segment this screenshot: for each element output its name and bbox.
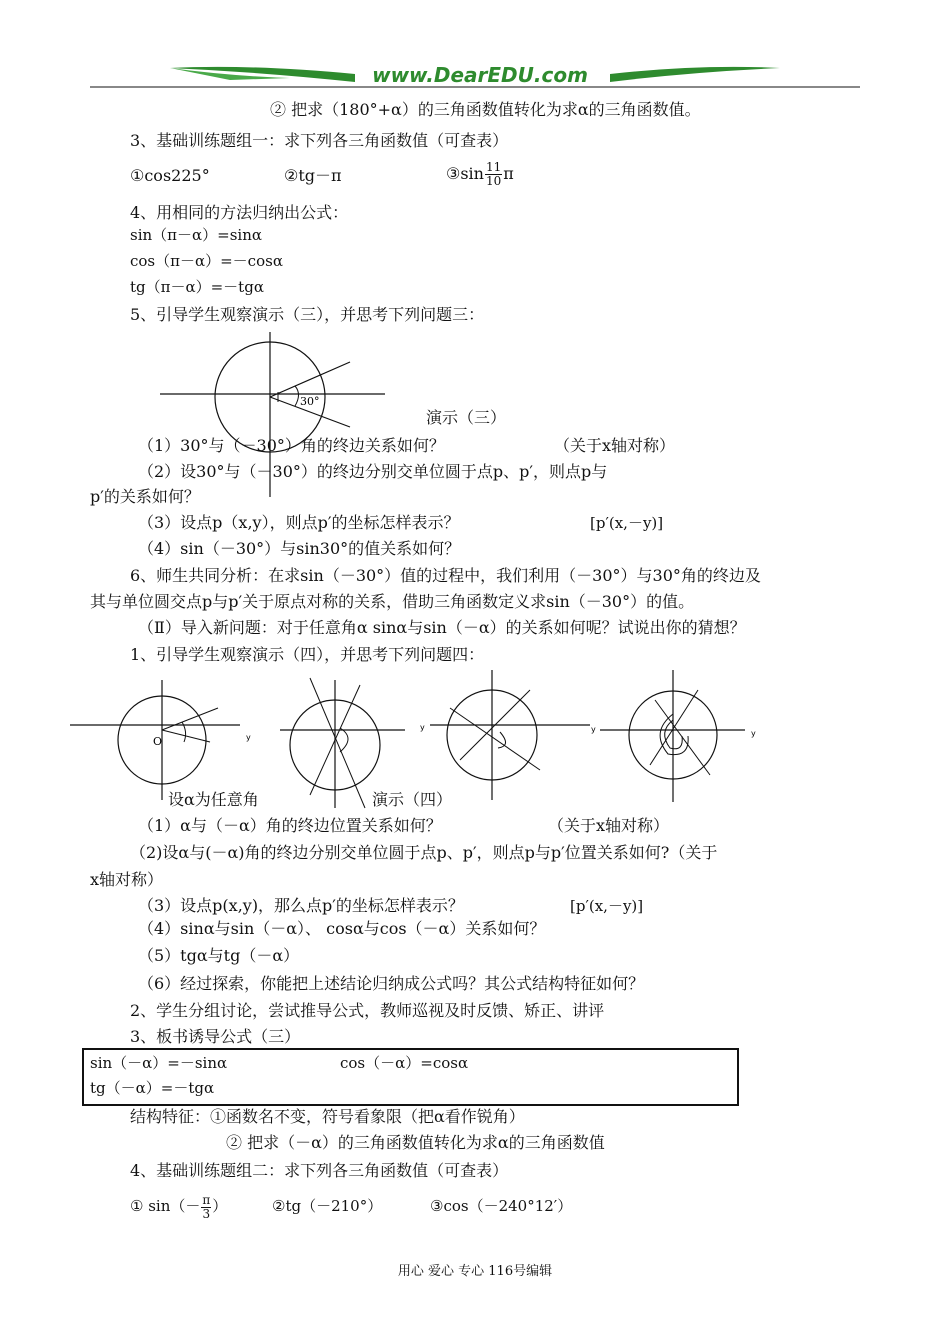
formula-line: tg（π－α）=－tgα xyxy=(130,278,264,296)
exercise-prefix: ③sin xyxy=(446,164,484,183)
axis-label: y xyxy=(591,725,596,734)
answer: [p′(x,－y)] xyxy=(570,897,644,915)
text-line: 5、引导学生观察演示（三），并思考下列问题三： xyxy=(130,305,485,324)
exercise-suffix: ） xyxy=(212,1197,228,1215)
question: （6）经过探索，你能把上述结论归纳成公式吗？其公式结构特征如何？ xyxy=(138,974,645,993)
text-line: ② 把求（－α）的三角函数值转化为求α的三角函数值 xyxy=(226,1133,605,1152)
question: （2）设30°与（－30°）的终边分别交单位圆于点p、p′，则点p与 xyxy=(138,462,608,481)
axis-label: y xyxy=(420,723,425,732)
question: （2)设α与(－α)角的终边分别交单位圆于点p、p′，则点p与p′位置关系如何?（关于 xyxy=(130,843,718,862)
text-line: ② 把求（180°+α）的三角函数值转化为求α的三角函数值。 xyxy=(270,100,701,119)
fraction xyxy=(201,1194,211,1221)
question: p′的关系如何？ xyxy=(90,487,200,506)
formula-line: cos（π－α）=－cosα xyxy=(130,252,283,270)
question: （4）sin（－30°）与sin30°的值关系如何？ xyxy=(138,539,461,558)
question: （3）设点p(x,y)，那么点p′的坐标怎样表示？ xyxy=(138,896,464,915)
angle-label: 30° xyxy=(300,395,320,408)
fraction-denominator: 3 xyxy=(202,1206,211,1221)
figure-caption: 演示（三） xyxy=(426,408,507,427)
site-logo-text: www.DearEDU.com xyxy=(372,63,588,87)
paragraph-line: 6、师生共同分析：在求sin（－30°）值的过程中，我们利用（－30°）与30°角的终边及 xyxy=(130,566,761,585)
exercise-prefix: ① sin（－ xyxy=(130,1197,201,1215)
text-line: 4、基础训练题组二：求下列各三角函数值（可查表） xyxy=(130,1161,509,1180)
origin-label: O xyxy=(153,735,163,748)
text-line: 3、基础训练题组一：求下列各三角函数值（可查表） xyxy=(130,131,509,150)
exercise-item xyxy=(446,158,514,190)
figure-caption: 演示（四） xyxy=(372,790,453,809)
text-line: 4、用相同的方法归纳出公式： xyxy=(130,203,349,222)
page-footer: 用心 爱心 专心 116号编辑 xyxy=(397,1264,553,1279)
text-line: 3、板书诱导公式（三） xyxy=(130,1027,301,1046)
header-banner xyxy=(90,62,860,92)
axis-label: y xyxy=(751,729,756,738)
axis-label: y xyxy=(246,733,251,742)
formula-box xyxy=(82,1048,739,1106)
fraction-numerator: 11 xyxy=(485,160,502,174)
paragraph-line: 1、引导学生观察演示（四），并思考下列问题四： xyxy=(130,645,485,664)
fraction-numerator: π xyxy=(202,1192,211,1207)
text-line: 2、学生分组讨论，尝试推导公式，教师巡视及时反馈、矫正、讲评 xyxy=(130,1001,605,1020)
figure-caption: 设α为任意角 xyxy=(168,790,259,809)
exercise-item: ②tg－π xyxy=(284,166,342,185)
exercise-row xyxy=(130,1188,227,1224)
exercise-item: ②tg（－210°） xyxy=(272,1197,383,1215)
exercise-item: ①cos225° xyxy=(130,166,210,185)
question: （4）sinα与sin（－α）、 cosα与cos（－α）关系如何？ xyxy=(138,919,546,938)
answer: （关于x轴对称） xyxy=(548,816,670,835)
text-line: 结构特征：①函数名不变，符号看象限（把α看作锐角） xyxy=(130,1107,525,1126)
demo-four-figures xyxy=(70,660,770,810)
exercise-item: ③cos（－240°12′） xyxy=(430,1197,573,1215)
question: x轴对称） xyxy=(90,870,164,889)
exercise-suffix: π xyxy=(503,164,514,183)
formula: sin（－α）=－sinα xyxy=(90,1054,228,1072)
paragraph-line: （Ⅱ）导入新问题：对于任意角α sinα与sin（－α）的关系如何呢？试说出你的猜想？ xyxy=(138,618,746,637)
question: （5）tgα与tg（－α） xyxy=(138,946,300,965)
answer: [p′(x,－y)] xyxy=(590,514,664,532)
paragraph-line: 其与单位圆交点p与p′关于原点对称的关系，借助三角函数定义求sin（－30°）的值。 xyxy=(90,592,695,611)
question: （3）设点p（x,y），则点p′的坐标怎样表示？ xyxy=(138,513,460,532)
formula-line: sin（π－α）=sinα xyxy=(130,226,262,244)
formula: cos（－α）=cosα xyxy=(340,1054,469,1072)
answer: （关于x轴对称） xyxy=(554,436,676,455)
exercise-row xyxy=(130,166,210,186)
question: （1）α与（－α）角的终边位置关系如何？ xyxy=(138,816,442,835)
question: （1）30°与（－30°）角的终边关系如何？ xyxy=(138,436,445,455)
fraction xyxy=(485,161,502,188)
formula: tg（－α）=－tgα xyxy=(90,1079,215,1097)
fraction-denominator: 10 xyxy=(485,174,502,188)
